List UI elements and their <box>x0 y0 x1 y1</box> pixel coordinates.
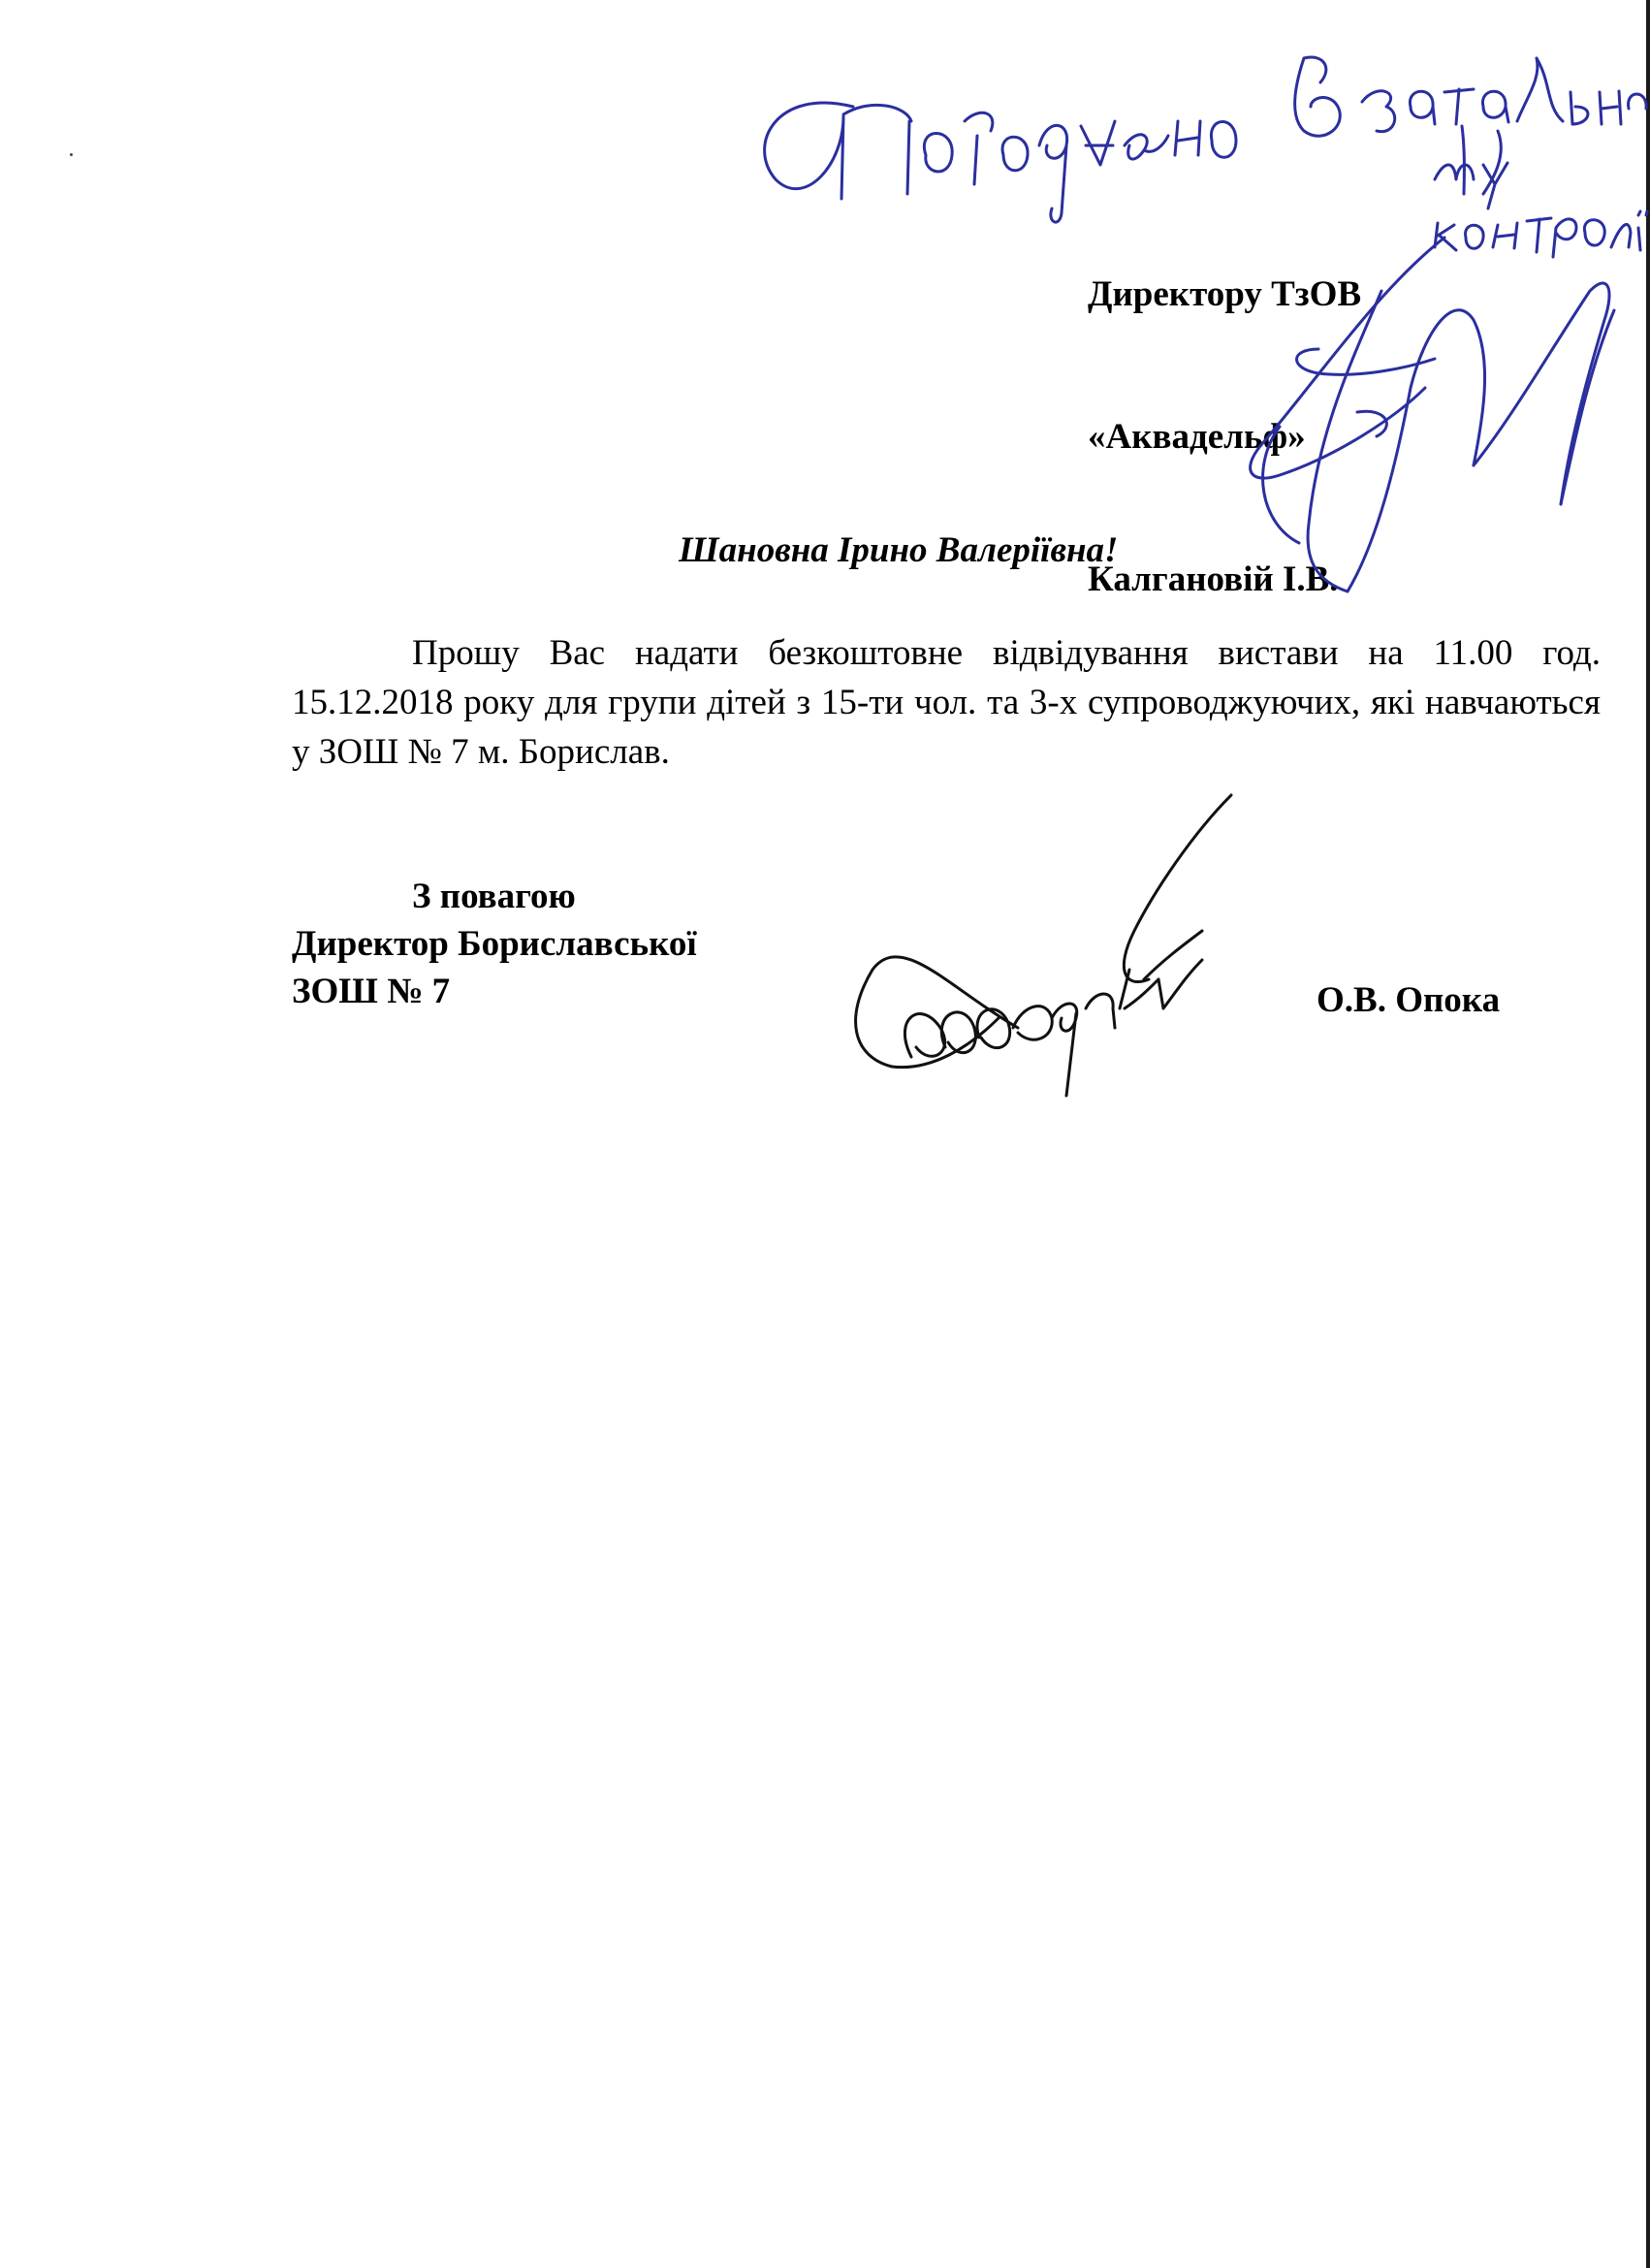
addressee-block <box>1088 176 1361 698</box>
scan-edge <box>1646 0 1650 2268</box>
sender-signature <box>856 795 1231 1096</box>
closing-line-1: З повагою <box>412 877 576 916</box>
closing-line-2: Директор Бориславської <box>292 924 697 964</box>
closing-line-3: ЗОШ № 7 <box>292 972 451 1011</box>
salutation: Шановна Ірино Валеріївна! <box>679 530 1119 570</box>
addressee-line-3: Калгановій І.В. <box>1088 559 1339 599</box>
signer-name: О.В. Опока <box>1317 980 1501 1020</box>
body-paragraph: Прошу Вас надати безкоштовне відвідування вистави на 11.00 год. 15.12.2018 року для групи дітей з 15-ти чол. та 3-х супроводжуючих, які навчаються у ЗОШ № 7 м. Борислав. <box>292 633 1601 772</box>
addressee-line-1: Директору ТзОВ <box>1088 274 1362 314</box>
closing-block <box>292 873 697 1015</box>
scan-speck <box>70 153 73 156</box>
addressee-line-2: «Аквадельф» <box>1088 417 1306 457</box>
